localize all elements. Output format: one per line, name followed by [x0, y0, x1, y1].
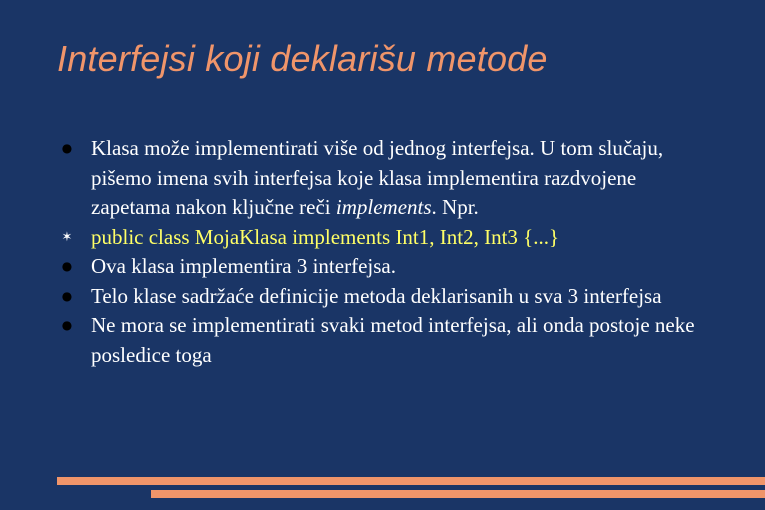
bullet-text: Ova klasa implementira 3 interfejsa. [91, 254, 396, 278]
bullet-list [60, 134, 720, 370]
bullet-text: Klasa može implementirati više od jednog interfejsa. U tom slučaju, pišemo imena svih interfejsa koje klasa implementira razdvojene zapetama nakon ključne reči [91, 136, 664, 219]
bullet-item [60, 311, 720, 370]
bullet-text-tail: . Npr. [431, 195, 479, 219]
dot-bullet-icon: ● [61, 259, 73, 273]
bullet-item [60, 252, 720, 282]
decorative-accent-bar-bottom [151, 490, 765, 498]
slide-title: Interfejsi koji deklarišu metode [57, 38, 548, 79]
dot-bullet-icon: ● [61, 288, 73, 303]
bullet-item [60, 134, 720, 223]
star-bullet-icon: ✶ [61, 229, 73, 245]
bullet-text: Telo klase sadržaće definicije metoda deklarisanih u sva 3 interfejsa [91, 283, 662, 308]
keyword-implements: implements [335, 195, 432, 219]
dot-bullet-icon: ● [61, 141, 73, 155]
bullet-item [60, 282, 720, 312]
code-example-text: public class MojaKlasa implements Int1, Int2, Int3 {...} [91, 224, 560, 249]
bullet-item-code-example [60, 223, 720, 253]
decorative-accent-bar-top [57, 477, 765, 485]
bullet-text: Ne mora se implementirati svaki metod interfejsa, ali onda postoje neke posledice toga [91, 313, 695, 367]
dot-bullet-icon: ● [61, 318, 73, 332]
